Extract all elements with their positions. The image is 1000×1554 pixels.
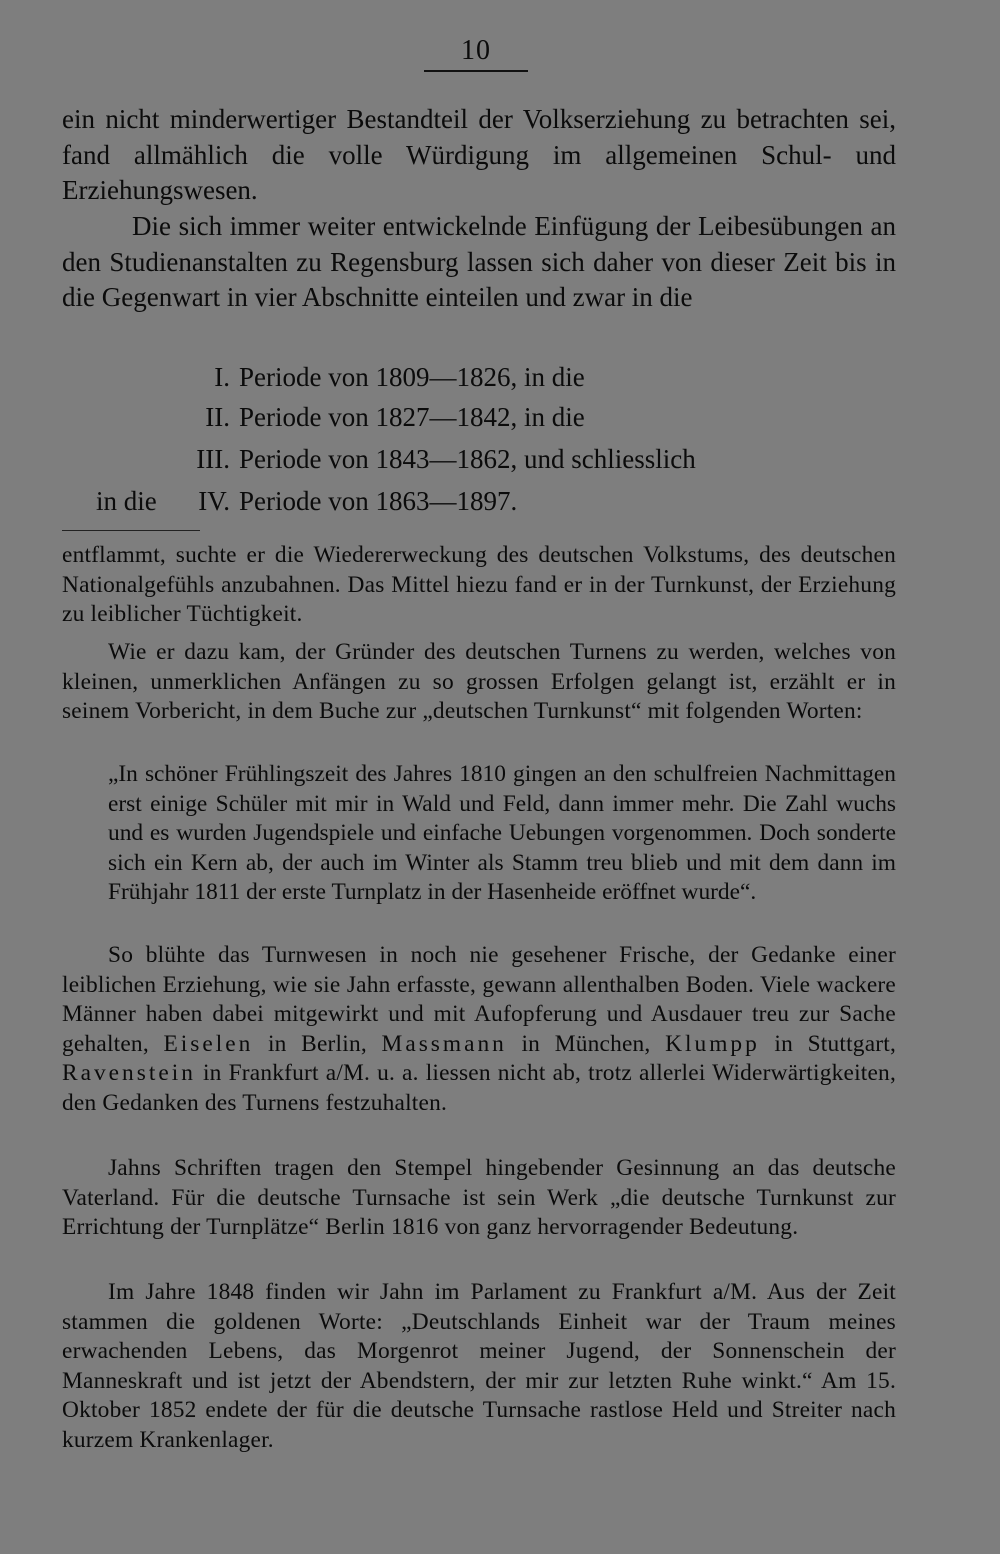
page-number: 10 xyxy=(461,35,491,66)
footnote-paragraph-3-part-a: So blühte das Turnwesen in noch nie gesehener Frische, der Gedanke einer leiblichen Erziehung, wie sie Jahn erfasste, gewann allenthalben Boden. Viele wackere Männer haben dabei mitgewirkt und mit Aufopferung und Ausdauer treu zur Sache gehalten, xyxy=(62,942,896,1057)
period-numeral-3: III. xyxy=(196,444,230,474)
footnote-paragraph-3-part-b: in Berlin, xyxy=(253,1030,382,1057)
paragraph-2: Die sich immer weiter entwickelnde Einfügung der Leibesübungen an den Studienanstalten zu Regensburg lassen sich daher von dieser Zeit bis in die Gegenwart in vier Abschnitte einteilen und zwar in die xyxy=(62,211,896,312)
period-numeral-1: I. xyxy=(214,362,230,392)
paragraph-1: ein nicht minderwertiger Bestandteil der Volkserziehung zu betrachten sei, fand allmählich die volle Würdigung im allgemeinen Schul- und Erziehungswesen. xyxy=(62,104,896,205)
footnote-paragraph-1: entflammt, suchte er die Wiedererweckung des deutschen Volkstums, des deutschen Nationalgefühls anzubahnen. Das Mittel hiezu fand er in der Turnkunst, der Erziehung zu leiblicher Tüchtigkeit. xyxy=(62,542,896,628)
person-name-eiselen: Eiselen xyxy=(163,1030,254,1057)
period-text-1: Periode von 1809—1826, in die xyxy=(239,362,585,392)
footnote-paragraph-2: Wie er dazu kam, der Gründer des deutschen Turnens zu werden, welches von kleinen, unmerklichen Anfängen zu so grossen Erfolgen gelangt ist, erzählt er in seinem Vorbericht, in dem Buche zur „deutschen Turnkunst“ mit folgenden Worten: xyxy=(62,639,896,725)
footnote-paragraph-3-part-c: in München, xyxy=(506,1030,666,1057)
person-name-klumpp: Klumpp xyxy=(665,1030,760,1057)
footnote-paragraph-5: Im Jahre 1848 finden wir Jahn im Parlament zu Frankfurt a/M. Aus der Zeit stammen die goldenen Worte: „Deutschlands Einheit war der Traum meines erwachenden Lebens, das Morgenrot meiner Jugend, der Sonnenschein der Manneskraft und ist jetzt der Abendstern, der mir zur letzten Ruhe winkt.“ Am 15. Oktober 1852 endete der für die deutsche Turnsache rastlose Held und Streiter nach kurzem Krankenlager. xyxy=(62,1279,896,1453)
footnote-separator xyxy=(62,530,200,531)
period-text-4: Periode von 1863—1897. xyxy=(239,486,518,516)
period-prefix-4: in die xyxy=(96,486,157,516)
footnote-paragraph-3-part-e: in Frankfurt a/M. u. a. liessen nicht ab, trotz allerlei Widerwärtigkeiten, den Gedanken des Turnens festzuhalten. xyxy=(62,1060,896,1116)
period-numeral-4: IV. xyxy=(198,486,230,516)
period-numeral-2: II. xyxy=(205,402,230,432)
footnote-paragraph-4: Jahns Schriften tragen den Stempel hingebender Gesinnung an das deutsche Vaterland. Für die deutsche Turnsache ist sein Werk „die deutsche Turnkunst zur Errichtung der Turnplätze“ Berlin 1816 von ganz hervorragender Bedeutung. xyxy=(62,1155,896,1241)
period-text-3: Periode von 1843—1862, und schliesslich xyxy=(239,444,696,474)
period-text-2: Periode von 1827—1842, in die xyxy=(239,402,585,432)
footnote-paragraph-3 xyxy=(62,941,896,1119)
person-name-ravenstein: Ravenstein xyxy=(62,1060,196,1087)
footnote-quote: „In schöner Frühlingszeit des Jahres 1810 gingen an den schulfreien Nachmittagen erst einige Schüler mit mir in Wald und Feld, dann immer mehr. Die Zahl wuchs und es wurden Jugendspiele und einfache Uebungen vorgenommen. Doch sonderte sich ein Kern ab, der auch im Winter als Stamm treu blieb und mit dem dann im Frühjahr 1811 der erste Turnplatz in der Hasenheide eröffnet wurde“. xyxy=(108,761,896,906)
person-name-massmann: Massmann xyxy=(381,1030,507,1057)
footnote-paragraph-3-part-d: in Stuttgart, xyxy=(759,1030,897,1057)
page-number-underline xyxy=(424,70,528,72)
